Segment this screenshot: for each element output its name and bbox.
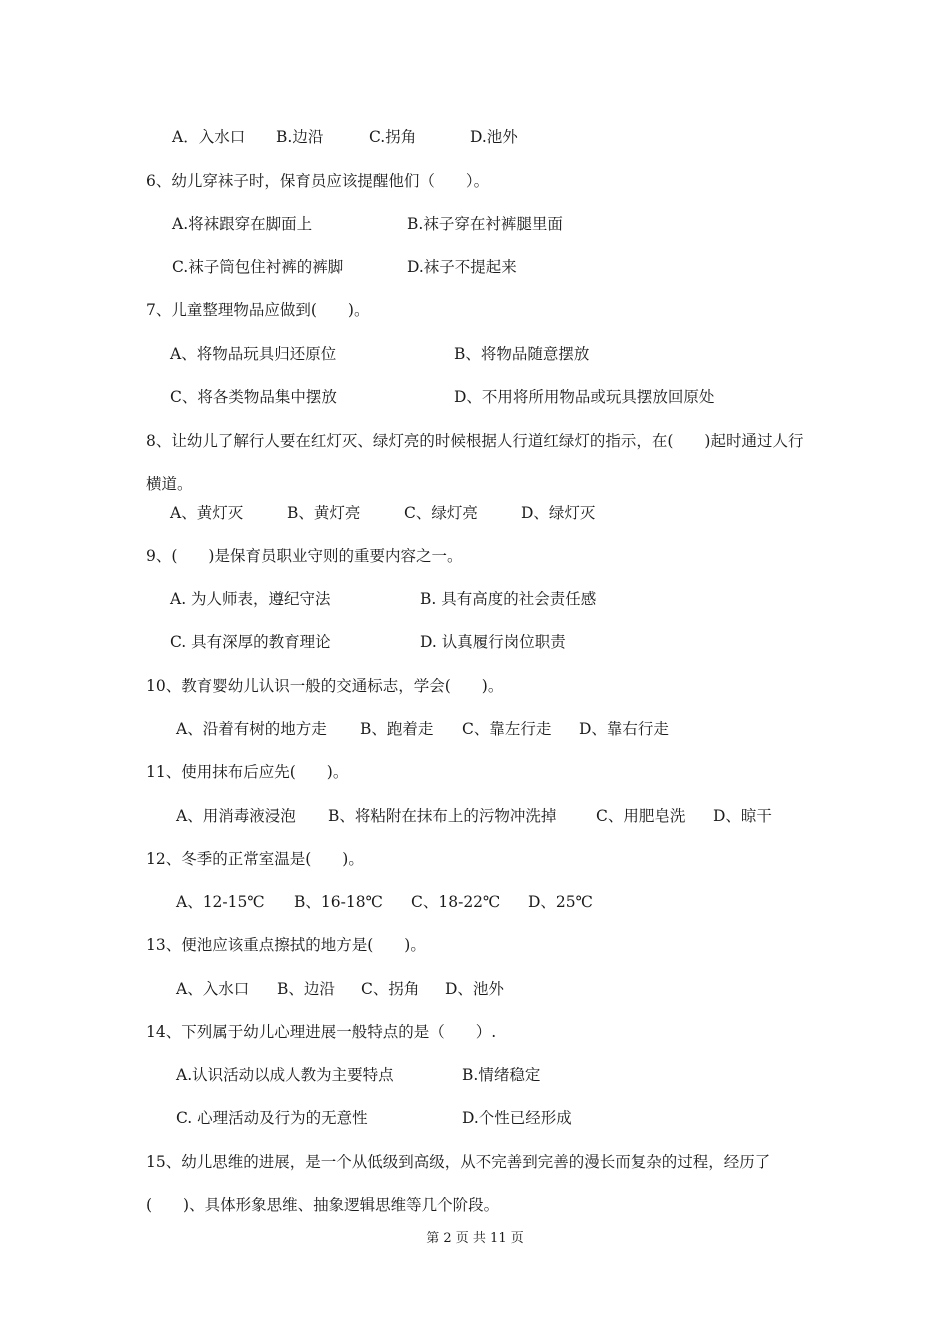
question-14-stem: 14、下列属于幼儿心理进展一般特点的是（ ）. xyxy=(146,1023,497,1041)
q10-option-b: B、跑着走 xyxy=(360,720,434,738)
question-9-stem: 9、( )是保育员职业守则的重要内容之一。 xyxy=(146,547,463,565)
q11-option-d: D、晾干 xyxy=(713,807,772,825)
q7-option-b: B、将物品随意摆放 xyxy=(454,345,590,363)
q12-option-a: A、12-15℃ xyxy=(176,893,265,911)
q12-option-d: D、25℃ xyxy=(528,893,593,911)
question-12-stem: 12、冬季的正常室温是( )。 xyxy=(146,850,364,868)
q5-option-c: C.拐角 xyxy=(369,128,417,146)
q9-option-b: B. 具有高度的社会责任感 xyxy=(420,590,597,608)
question-7-stem: 7、儿童整理物品应做到( )。 xyxy=(146,301,370,319)
q14-option-a: A.认识活动以成人教为主要特点 xyxy=(176,1066,394,1084)
q11-option-c: C、用肥皂洗 xyxy=(596,807,686,825)
q5-option-b: B.边沿 xyxy=(276,128,324,146)
q8-option-b: B、黄灯亮 xyxy=(287,504,361,522)
q5-option-a: A．入水口 xyxy=(172,128,246,146)
q12-option-c: C、18-22℃ xyxy=(411,893,501,911)
q10-option-c: C、靠左行走 xyxy=(462,720,552,738)
question-15-stem: 15、幼儿思维的进展，是一个从低级到高级，从不完善到完善的漫长而复杂的过程，经历了( )、具体形象思维、抽象逻辑思维等几个阶段。 xyxy=(146,1153,771,1214)
q9-option-c: C. 具有深厚的教育理论 xyxy=(170,633,331,651)
q6-option-b: B.袜子穿在衬裤腿里面 xyxy=(407,215,563,233)
q7-option-c: C、将各类物品集中摆放 xyxy=(170,388,337,406)
q14-option-d: D.个性已经形成 xyxy=(462,1109,572,1127)
q13-option-b: B、边沿 xyxy=(277,980,335,998)
q13-option-c: C、拐角 xyxy=(361,980,420,998)
q13-option-d: D、池外 xyxy=(445,980,504,998)
q14-option-c: C. 心理活动及行为的无意性 xyxy=(176,1109,368,1127)
question-13-stem: 13、便池应该重点擦拭的地方是( )。 xyxy=(146,936,426,954)
question-8-stem: 8、让幼儿了解行人要在红灯灭、绿灯亮的时候根据人行道红绿灯的指示，在( )起时通过人行横道。 xyxy=(146,432,804,493)
question-10-stem: 10、教育婴幼儿认识一般的交通标志，学会( )。 xyxy=(146,677,504,695)
q10-option-d: D、靠右行走 xyxy=(579,720,669,738)
q12-option-b: B、16-18℃ xyxy=(294,893,383,911)
q6-option-c: C.袜子筒包住衬裤的裤脚 xyxy=(172,258,344,276)
q8-option-d: D、绿灯灭 xyxy=(521,504,596,522)
q13-option-a: A、入水口 xyxy=(176,980,250,998)
q14-option-b: B.情绪稳定 xyxy=(462,1066,541,1084)
question-6-stem: 6、幼儿穿袜子时，保育员应该提醒他们（ ）。 xyxy=(146,172,490,190)
q8-option-a: A、黄灯灭 xyxy=(170,504,244,522)
q9-option-d: D. 认真履行岗位职责 xyxy=(420,633,566,651)
q5-option-d: D.池外 xyxy=(470,128,518,146)
q6-option-a: A.将袜跟穿在脚面上 xyxy=(172,215,313,233)
q6-option-d: D.袜子不提起来 xyxy=(407,258,517,276)
q11-option-b: B、将粘附在抹布上的污物冲洗掉 xyxy=(328,807,557,825)
q9-option-a: A. 为人师表，遵纪守法 xyxy=(170,590,331,608)
page-number-footer: 第 2 页 共 11 页 xyxy=(426,1231,524,1246)
question-11-stem: 11、使用抹布后应先( )。 xyxy=(146,763,349,781)
q8-option-c: C、绿灯亮 xyxy=(404,504,478,522)
q7-option-d: D、不用将所用物品或玩具摆放回原处 xyxy=(454,388,715,406)
q7-option-a: A、将物品玩具归还原位 xyxy=(170,345,337,363)
q11-option-a: A、用消毒液浸泡 xyxy=(176,807,296,825)
q10-option-a: A、沿着有树的地方走 xyxy=(176,720,327,738)
